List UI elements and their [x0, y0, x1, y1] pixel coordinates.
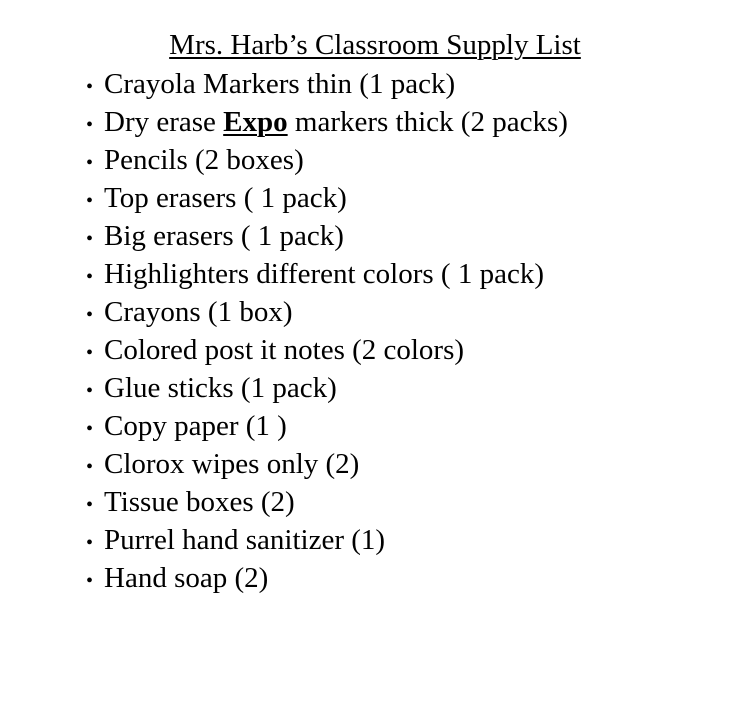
- bullet-icon: •: [86, 266, 94, 288]
- supply-list: [86, 65, 568, 597]
- list-item-text: Crayons (1 box): [104, 296, 293, 328]
- bullet-icon: •: [86, 76, 94, 98]
- list-item-text: Highlighters different colors ( 1 pack): [104, 258, 544, 290]
- list-item-text: Purrel hand sanitizer (1): [104, 524, 386, 556]
- bullet-icon: •: [86, 570, 94, 592]
- list-item-text: Colored post it notes (2 colors): [104, 334, 465, 366]
- list-item-text: Glue sticks (1 pack): [104, 372, 337, 404]
- list-item: [86, 369, 568, 407]
- bullet-icon: •: [86, 532, 94, 554]
- list-item: [86, 255, 568, 293]
- list-item-text: Clorox wipes only (2): [104, 448, 360, 480]
- bullet-icon: •: [86, 342, 94, 364]
- brand-emphasis: Expo: [223, 106, 288, 138]
- list-item: [86, 559, 568, 597]
- page-title: Mrs. Harb’s Classroom Supply List: [169, 29, 581, 61]
- bullet-icon: •: [86, 418, 94, 440]
- list-item: [86, 141, 568, 179]
- list-item-text-before: Dry erase: [104, 106, 224, 138]
- list-item: [86, 217, 568, 255]
- bullet-icon: •: [86, 190, 94, 212]
- list-item: [86, 103, 568, 141]
- list-item-text: Tissue boxes (2): [104, 486, 295, 518]
- bullet-icon: •: [86, 304, 94, 326]
- list-item-text-after: markers thick (2 packs): [287, 106, 568, 138]
- list-item-text: Hand soap (2): [104, 562, 269, 594]
- list-item: [86, 521, 568, 559]
- list-item-text: Big erasers ( 1 pack): [104, 220, 344, 252]
- list-item: [86, 179, 568, 217]
- list-item: [86, 293, 568, 331]
- list-item: [86, 65, 568, 103]
- list-item: [86, 407, 568, 445]
- list-item: [86, 483, 568, 521]
- bullet-icon: •: [86, 456, 94, 478]
- bullet-icon: •: [86, 152, 94, 174]
- bullet-icon: •: [86, 380, 94, 402]
- list-item-text: Copy paper (1 ): [104, 410, 287, 442]
- list-item-text: Crayola Markers thin (1 pack): [104, 68, 456, 100]
- bullet-icon: •: [86, 494, 94, 516]
- list-item: [86, 331, 568, 369]
- bullet-icon: •: [86, 228, 94, 250]
- list-item-text: Top erasers ( 1 pack): [104, 182, 347, 214]
- list-item-text: Pencils (2 boxes): [104, 144, 304, 176]
- list-item-text: [104, 103, 568, 141]
- list-item: [86, 445, 568, 483]
- bullet-icon: •: [86, 114, 94, 136]
